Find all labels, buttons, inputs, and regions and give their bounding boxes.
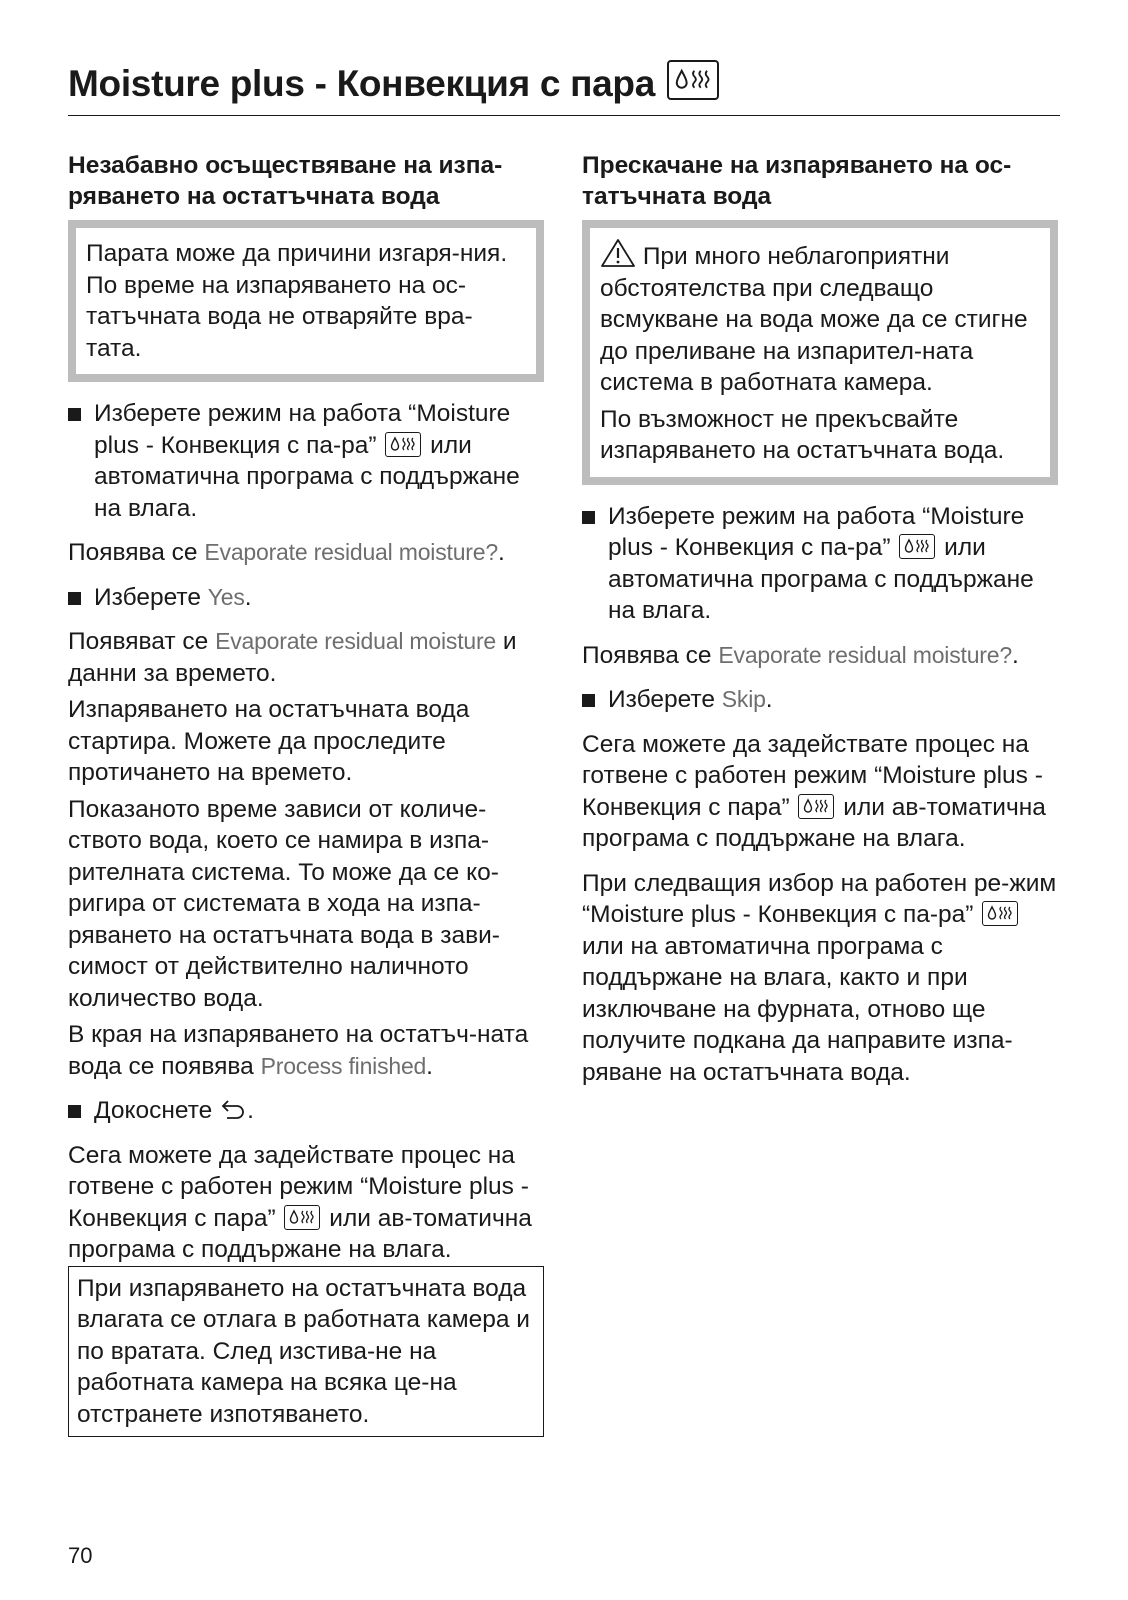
text: или на автоматична програма с поддържане на влага, както и при изключване на фурната, отново ще получите подкана да направите изпа-ряване на остатъчната вода.: [582, 932, 1013, 1086]
bullet-square-icon: [582, 511, 595, 524]
section-heading-immediate: Незабавно осъществяване на изпа-ряването на остатъчната вода: [68, 152, 503, 210]
display-text: Process finished: [260, 1052, 427, 1079]
display-message-line: [68, 537, 544, 569]
instruction-step: [68, 398, 544, 524]
moisture-plus-icon: [385, 432, 421, 457]
instruction-step: [582, 684, 1058, 716]
moisture-plus-icon: [899, 534, 935, 559]
bullet-square-icon: [68, 1105, 81, 1118]
note-box: [68, 1266, 544, 1438]
bullet-square-icon: [68, 592, 81, 605]
section-heading-skip: Прескачане на изпаряването на ос-татъчната вода: [582, 152, 1012, 210]
text: При следващия избор на работен ре-жим “Moisture plus - Конвекция с па-ра”: [582, 869, 1057, 928]
text: .: [1011, 641, 1019, 669]
display-text: Skip: [721, 686, 766, 712]
step-text: или автоматична програма с поддържане на влага.: [608, 534, 1034, 624]
step-text: или автоматична програма с поддържане на влага.: [94, 431, 520, 522]
text: При много неблагоприятни обстоятелства при следващо всмукване на вода може да се стигне до преливане на изпарител-ната система в работната камера.: [600, 243, 1028, 396]
left-column: [68, 150, 544, 1437]
warning-triangle-icon: [600, 238, 636, 268]
display-text: Yes: [207, 583, 245, 610]
text: или ав-томатична програма с поддържане на влага.: [582, 793, 1046, 852]
instruction-step: [68, 1095, 544, 1127]
display-message-line: [68, 626, 544, 689]
step-text: Изберете: [94, 583, 201, 611]
text: Появява се: [582, 641, 712, 669]
instruction-step: [582, 501, 1058, 627]
text: .: [765, 686, 773, 713]
text: Сега можете да задействате процес на готвене с работен режим “Moisture plus - Конвекция с пара”: [68, 1141, 529, 1232]
text: .: [497, 539, 505, 566]
page-title-text: Moisture plus - Конвекция с пара: [68, 63, 656, 104]
step-text: Докоснете: [94, 1097, 213, 1124]
display-text: Evaporate residual moisture?: [718, 641, 1012, 668]
step-text: Изберете режим на работа “Moisture plus - Конвекция с па-ра”: [94, 400, 511, 459]
text: Появява се: [68, 539, 198, 566]
moisture-plus-icon: [284, 1205, 320, 1230]
paragraph: Изпаряването на остатъчната вода стартира. Можете да проследите протичането на времето.: [68, 696, 470, 786]
paragraph: [68, 1140, 544, 1266]
instruction-step: [68, 582, 544, 614]
note-text: При изпаряването на остатъчната вода влагата се отлага в работната камера и по вратата. След изстива-не на работната камера на всяка це-на отстранете изпотяването.: [77, 1274, 530, 1428]
step-text: Изберете: [608, 686, 715, 713]
paragraph: Показаното време зависи от количе-ството вода, което се намира в изпа-рителната система. То може да се ко-ригира от системата в хода на изпа-ряването на остатъчната вода в зави-симост от действително наличното количество вода.: [68, 795, 500, 1012]
paragraph: [582, 729, 1058, 855]
display-text: Evaporate residual moisture: [215, 628, 497, 654]
text: Сега можете да задействате процес на готвене с работен режим “Moisture plus - Конвекция с пара”: [582, 730, 1043, 821]
display-message-line: [582, 640, 1058, 672]
moisture-plus-icon: [667, 60, 719, 100]
text: .: [247, 1097, 254, 1124]
page-number: 70: [68, 1543, 93, 1568]
paragraph: [68, 1019, 544, 1082]
warning-text: По време на изпаряването на ос-татъчната вода не отваряйте вра-тата.: [86, 271, 473, 362]
warning-text: По възможност не прекъсвайте изпаряването на остатъчната вода.: [600, 405, 1005, 464]
bullet-square-icon: [582, 694, 595, 707]
text: .: [426, 1052, 433, 1080]
text: В края на изпаряването на остатъч-ната вода се появява: [68, 1021, 529, 1080]
back-arrow-icon: [219, 1099, 247, 1121]
text: или ав-томатична програма с поддържане на влага.: [68, 1204, 532, 1263]
warning-box: [582, 220, 1058, 485]
right-column: [582, 150, 1058, 1088]
text: Появяват се: [68, 628, 209, 655]
text: и данни за времето.: [68, 628, 517, 687]
warning-box: [68, 220, 544, 382]
page-title: [68, 60, 1060, 116]
step-text: Изберете режим на работа “Moisture plus - Конвекция с па-ра”: [608, 502, 1025, 561]
paragraph: [582, 868, 1058, 1089]
moisture-plus-icon: [982, 901, 1018, 926]
warning-text: Парата може да причини изгаря-ния.: [86, 240, 508, 267]
moisture-plus-icon: [798, 794, 834, 819]
warning-text: [600, 238, 1036, 399]
display-text: Evaporate residual moisture?: [204, 539, 498, 565]
bullet-square-icon: [68, 408, 81, 421]
text: .: [244, 583, 252, 611]
